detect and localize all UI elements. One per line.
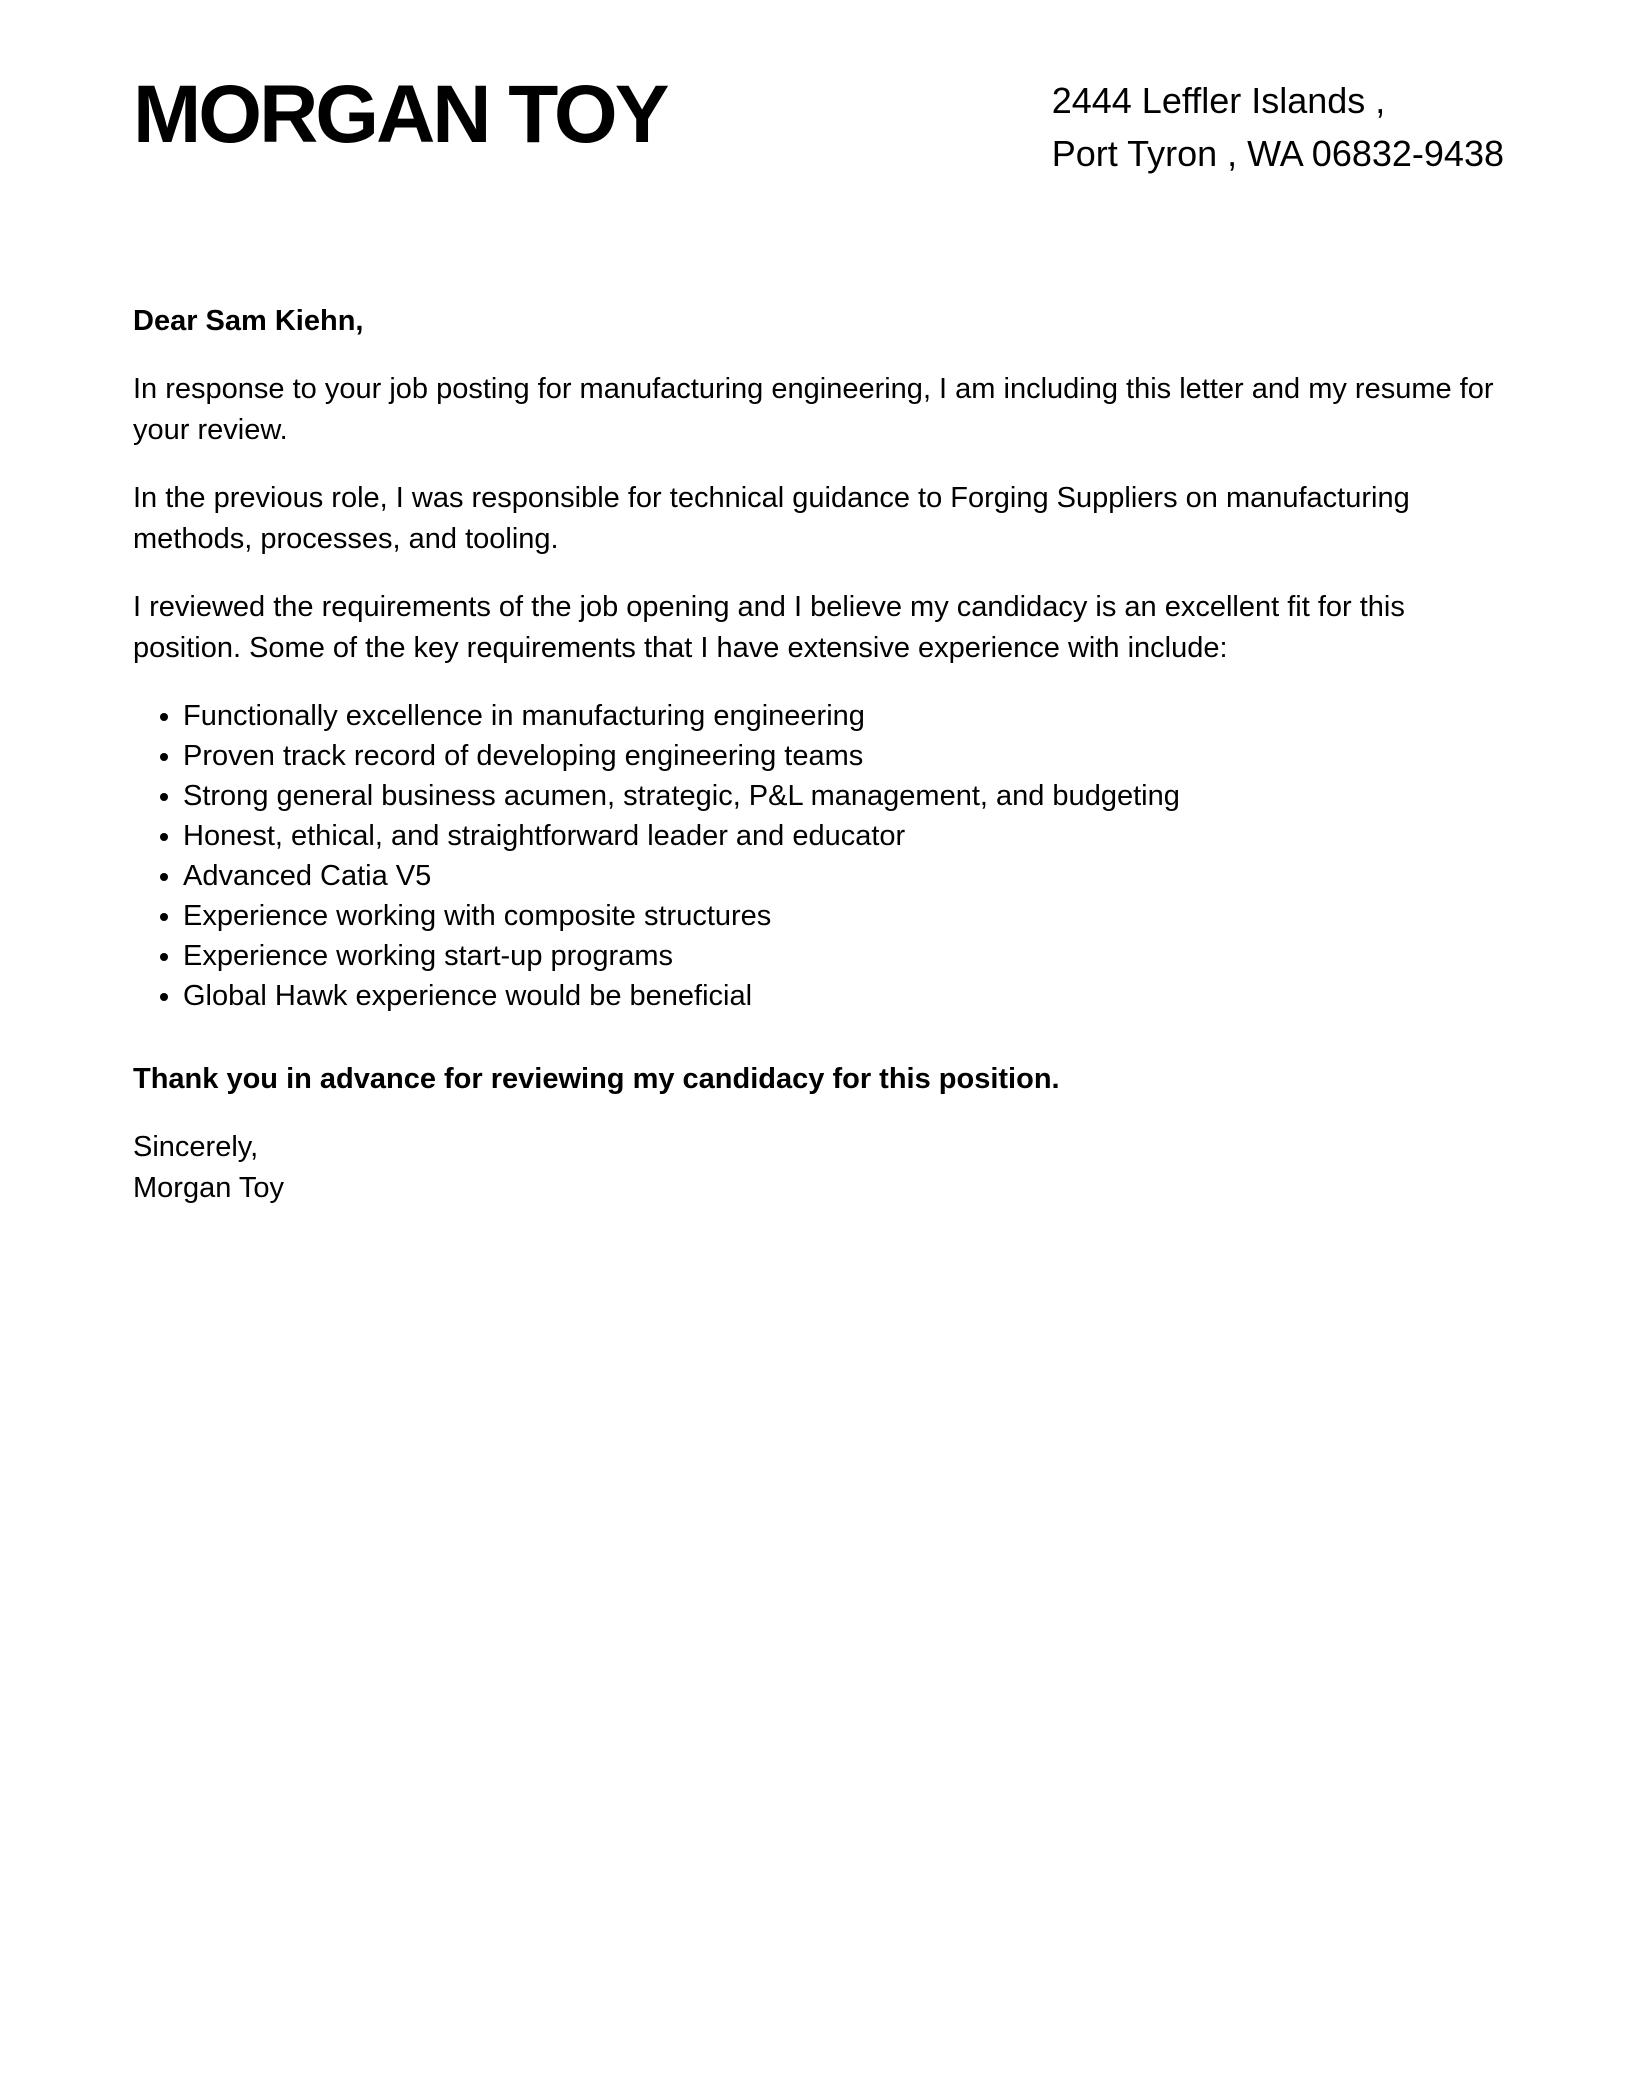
requirement-item: • Advanced Catia V5 bbox=[183, 856, 1504, 896]
address-line-1: 2444 Leffler Islands , bbox=[1051, 80, 1386, 121]
requirement-item: • Proven track record of developing engineering teams bbox=[183, 736, 1504, 776]
signoff-block bbox=[133, 1127, 1504, 1209]
paragraph-intro: In response to your job posting for manufacturing engineering, I am including this letter and my resume for your review. bbox=[133, 373, 1494, 446]
requirement-item: • Strong general business acumen, strategic, P&L management, and budgeting bbox=[183, 776, 1504, 816]
paragraph-previous-role: In the previous role, I was responsible for technical guidance to Forging Suppliers on manufacturing methods, processes, and tooling. bbox=[133, 482, 1410, 555]
requirement-item: • Honest, ethical, and straightforward leader and educator bbox=[183, 816, 1504, 856]
letter-body bbox=[133, 301, 1504, 1209]
requirement-item: • Experience working start-up programs bbox=[183, 936, 1504, 976]
requirements-list bbox=[133, 696, 1504, 1016]
letter-header bbox=[133, 69, 1504, 180]
signature-name: Morgan Toy bbox=[133, 1172, 284, 1204]
requirement-item: • Global Hawk experience would be beneficial bbox=[183, 976, 1504, 1016]
requirement-item: • Functionally excellence in manufacturing engineering bbox=[183, 696, 1504, 736]
requirement-item: • Experience working with composite structures bbox=[183, 896, 1504, 936]
salutation: Dear Sam Kiehn, bbox=[133, 305, 364, 337]
address-line-2: Port Tyron , WA 06832-9438 bbox=[1051, 133, 1504, 174]
applicant-address bbox=[1052, 74, 1504, 180]
paragraph-requirements-lead-in: I reviewed the requirements of the job opening and I believe my candidacy is an excellent fit for this position. Some of the key requirements that I have extensive experience with include: bbox=[133, 591, 1405, 664]
closing-emphasis: Thank you in advance for reviewing my candidacy for this position. bbox=[133, 1063, 1060, 1095]
signoff: Sincerely, bbox=[133, 1131, 259, 1163]
applicant-name: MORGAN TOY bbox=[133, 69, 667, 160]
